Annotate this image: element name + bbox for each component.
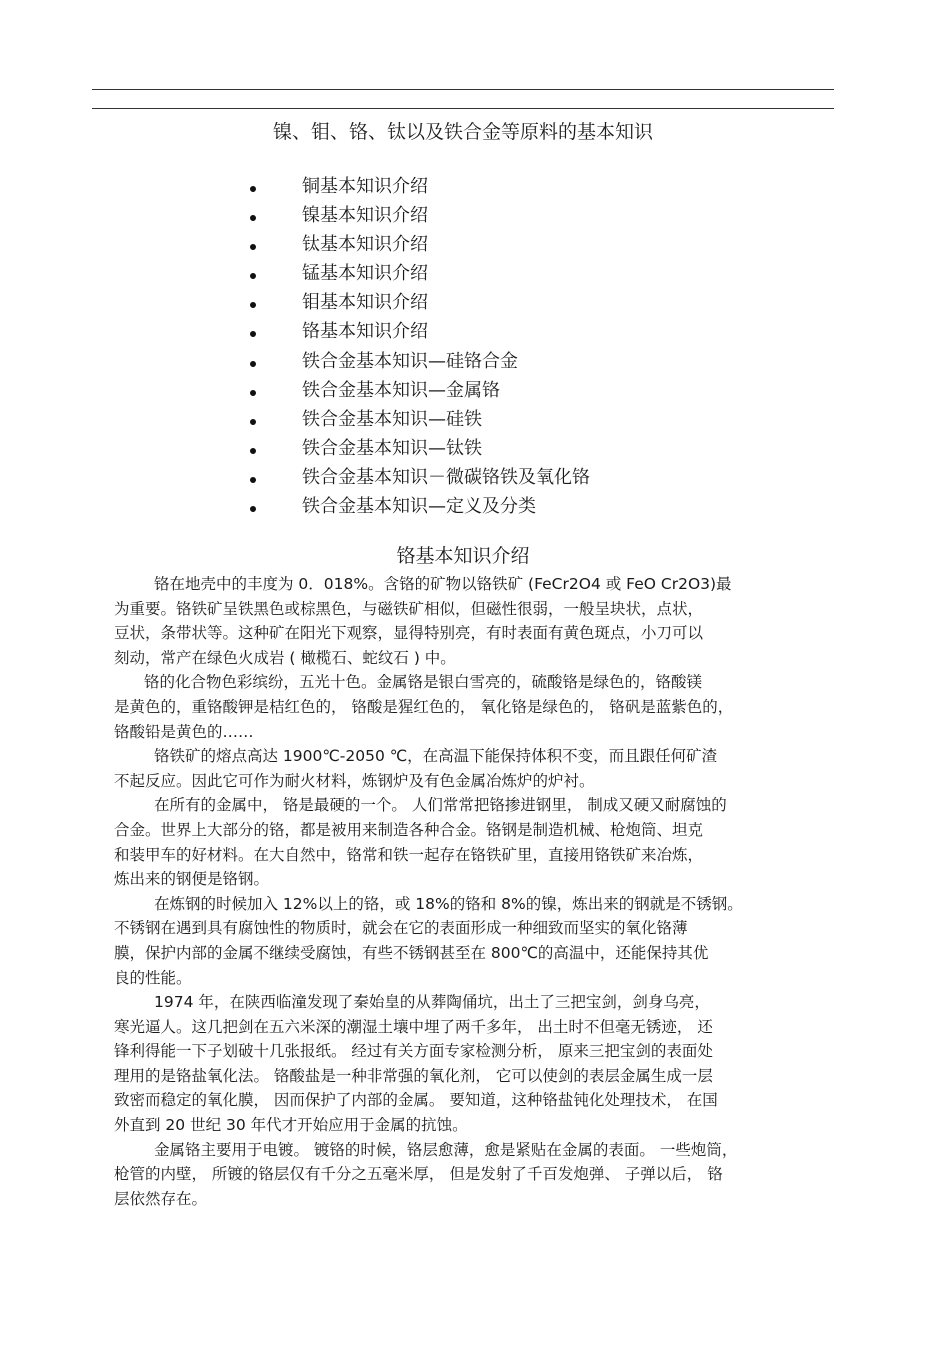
table-of-contents [246,172,590,521]
toc-item-label: 铜基本知识介绍 [302,176,428,197]
bullet-icon [250,215,256,221]
toc-item[interactable] [246,405,590,434]
toc-item-label: 铬基本知识介绍 [302,321,428,343]
body-line: 铬铁矿的熔点高达 1900℃-2050 ℃，在高温下能保持体积不变，而且跟任何矿渣 [154,747,718,766]
body-line: 刻动，常产在绿色火成岩 ( 橄榄石、蛇纹石 ) 中。 [114,648,456,667]
body-line: 在所有的金属中， 铬是最硬的一个。 人们常常把铬掺进钢里， 制成又硬又耐腐蚀的 [154,796,727,815]
toc-item-label: 钛基本知识介绍 [302,234,428,256]
header-rule-bottom [92,108,834,109]
toc-item[interactable] [246,463,590,492]
body-line: 炼出来的钢便是铬钢。 [114,870,270,889]
bullet-icon [250,448,256,454]
toc-item[interactable] [246,347,590,376]
body-line: 1974 年，在陕西临潼发现了秦始皇的从葬陶俑坑，出土了三把宝剑，剑身乌亮， [154,993,710,1012]
bullet-icon [250,477,256,483]
bullet-icon [250,390,256,396]
toc-item-label: 铁合金基本知识—硅铁 [302,408,482,430]
document-title: 镍、钼、铬、钛以及铁合金等原料的基本知识 [272,121,653,143]
body-line: 致密而稳定的氧化膜， 因而保护了内部的金属。 要知道，这种铬盐钝化处理技术， 在国 [114,1091,718,1110]
toc-item-label: 镍基本知识介绍 [302,205,428,227]
body-line: 豆状，条带状等。这种矿在阳光下观察，显得特别亮，有时表面有黄色斑点，小刀可以 [114,624,704,643]
body-line: 和装甲车的好材料。在大自然中，铬常和铁一起存在铬铁矿里，直接用铬铁矿来冶炼， [114,845,704,864]
body-line: 铬在地壳中的丰度为 0．018%。含铬的矿物以铬铁矿 (FeCr2O4 或 FeO Cr2O3)最 [154,575,732,593]
body-line: 铬的化合物色彩缤纷，五光十色。金属铬是银白雪亮的，硫酸铬是绿色的，铬酸镁 [144,673,703,692]
toc-item[interactable] [246,288,590,317]
toc-item[interactable] [246,259,590,288]
toc-item[interactable] [246,317,590,346]
toc-item-label: 铁合金基本知识—钛铁 [302,437,482,459]
bullet-icon [250,273,256,279]
toc-item-label: 钼基本知识介绍 [302,292,428,314]
body-line: 层依然存在。 [114,1189,208,1208]
toc-item[interactable] [246,201,590,230]
body-line: 锋利得能一下子划破十几张报纸。 经过有关方面专家检测分析， 原来三把宝剑的表面处 [114,1042,713,1061]
body-line: 枪管的内壁， 所镀的铬层仅有千分之五毫米厚， 但是发射了千百发炮弹、 子弹以后， 铬 [114,1165,723,1184]
bullet-icon [250,186,256,192]
toc-item-label: 铁合金基本知识—硅铬合金 [302,350,518,372]
body-line: 不起反应。因此它可作为耐火材料，炼钢炉及有色金属冶炼炉的炉衬。 [114,771,595,790]
bullet-icon [250,419,256,425]
bullet-icon [250,506,256,512]
toc-item[interactable] [246,172,590,201]
toc-item-label: 铁合金基本知识—定义及分类 [302,496,536,518]
body-line: 为重要。铬铁矿呈铁黑色或棕黑色，与磁铁矿相似，但磁性很弱，一般呈块状，点状， [114,599,704,618]
bullet-icon [250,331,256,337]
section-body [114,572,836,1211]
body-line: 寒光逼人。这几把剑在五六米深的潮湿土壤中埋了两千多年， 出土时不但毫无锈迹， 还 [114,1017,713,1036]
bullet-icon [250,361,256,367]
toc-item[interactable] [246,230,590,259]
body-line: 外直到 20 世纪 30 年代才开始应用于金属的抗蚀。 [114,1116,468,1135]
toc-item[interactable] [246,376,590,405]
bullet-icon [250,302,256,308]
body-line: 铬酸铅是黄色的…… [114,722,254,741]
body-line: 是黄色的，重铬酸钾是桔红色的， 铬酸是猩红色的， 氧化铬是绿色的， 铬矾是蓝紫色的， [114,697,734,716]
body-line: 金属铬主要用于电镀。 镀铬的时候，铬层愈薄，愈是紧贴在金属的表面。 一些炮筒， [154,1140,738,1159]
body-line: 理用的是铬盐氧化法。 铬酸盐是一种非常强的氧化剂， 它可以使剑的表层金属生成一层 [114,1066,713,1085]
header-rule-top [92,89,834,90]
body-line: 合金。世界上大部分的铬，都是被用来制造各种合金。铬钢是制造机械、枪炮筒、坦克 [114,820,704,839]
body-line: 不锈钢在遇到具有腐蚀性的物质时，就会在它的表面形成一种细致而坚实的氧化铬薄 [114,919,688,938]
section-title: 铬基本知识介绍 [396,545,530,567]
toc-item-label: 铁合金基本知识—金属铬 [302,379,500,401]
bullet-icon [250,244,256,250]
body-line: 在炼钢的时候加入 12%以上的铬，或 18%的铬和 8%的镍，炼出来的钢就是不锈钢。 [154,894,743,913]
toc-item-label: 铁合金基本知识－微碳铬铁及氧化铬 [302,466,590,488]
body-line: 良的性能。 [114,968,192,987]
body-line: 膜，保护内部的金属不继续受腐蚀，有些不锈钢甚至在 800℃的高温中，还能保持其优 [114,943,709,962]
toc-item[interactable] [246,492,590,521]
toc-item-label: 锰基本知识介绍 [302,263,428,285]
toc-item[interactable] [246,434,590,463]
